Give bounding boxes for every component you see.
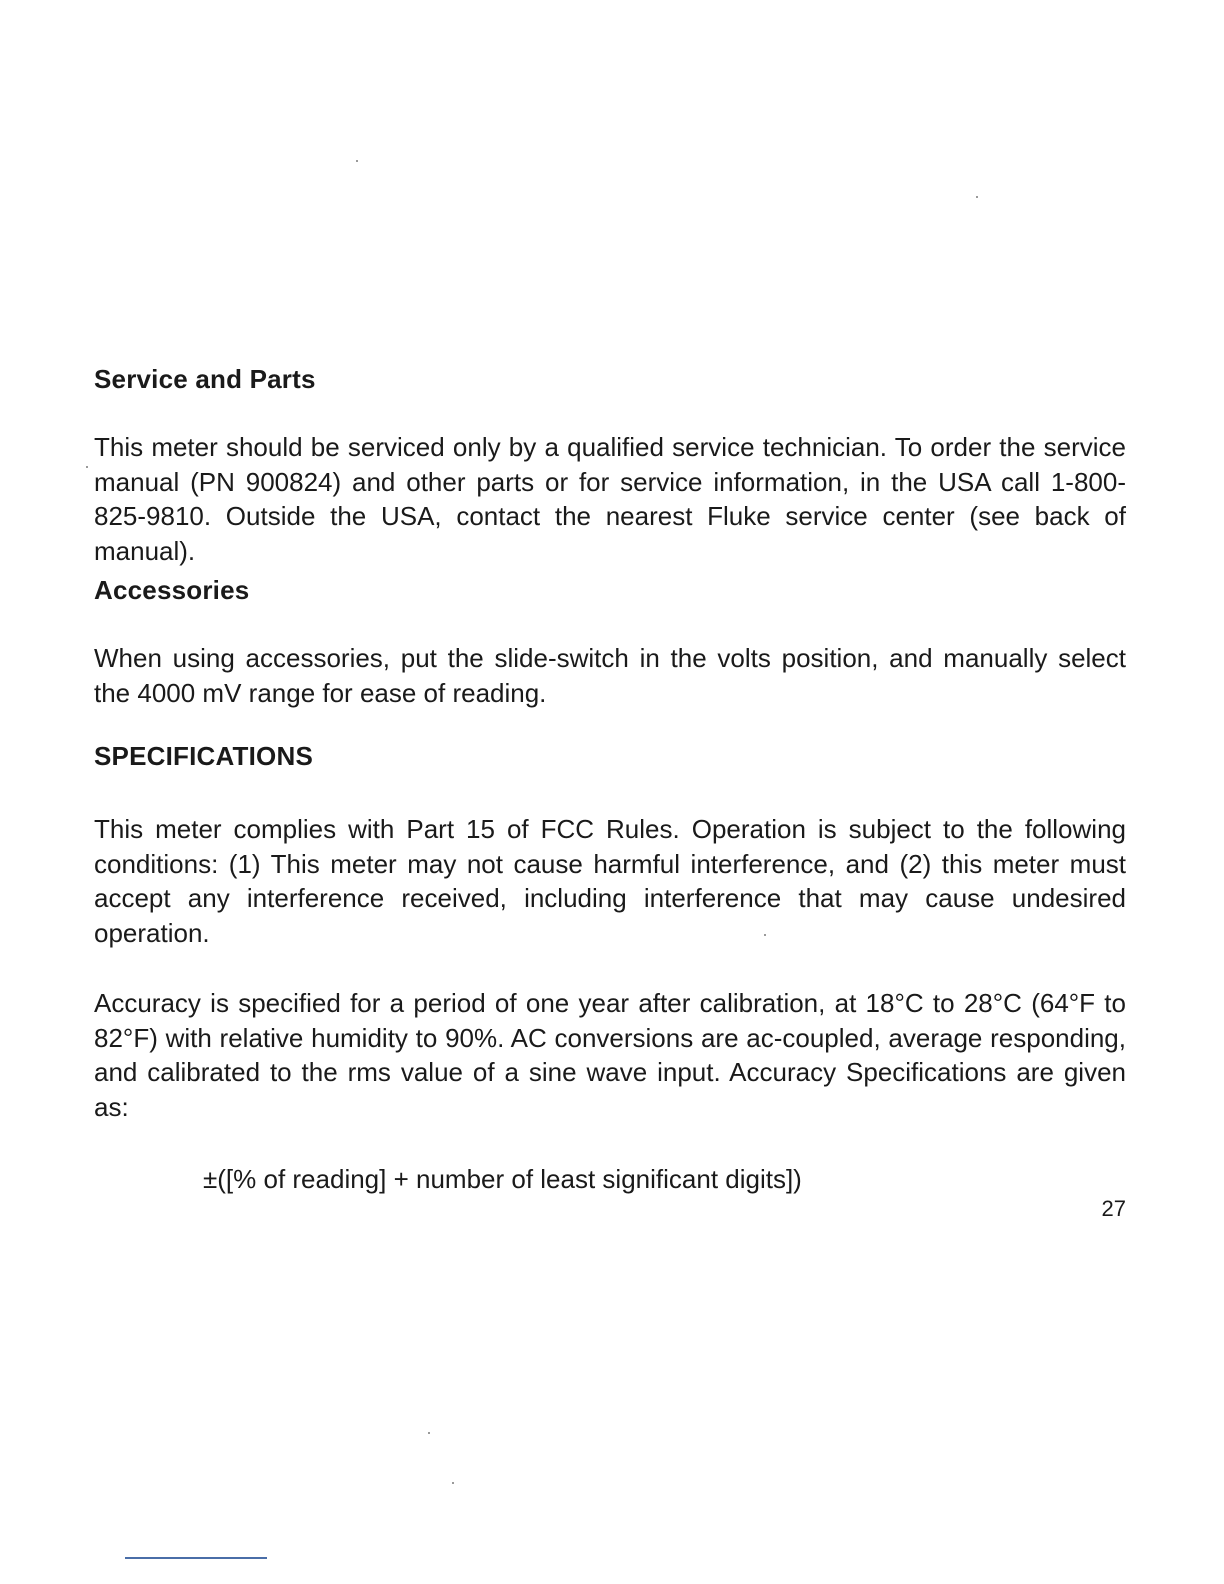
scan-speck	[452, 1482, 454, 1484]
accuracy-formula: ±([% of reading] + number of least significant digits])	[203, 1164, 802, 1194]
service-and-parts-paragraph: This meter should be serviced only by a qualified service technician. To order the service manual (PN 900824) and other parts or for service information, in the USA call 1-800-825-9810. Outside the USA, contact the nearest Fluke service center (see back of manual).	[94, 432, 1126, 566]
accuracy-paragraph: Accuracy is specified for a period of one year after calibration, at 18°C to 28°C (64°F to 82°F) with relative humidity to 90%. AC conversions are ac-coupled, average responding, and calibrated to the rms value of a sine wave input. Accuracy Specifications are given as:	[94, 988, 1126, 1122]
accessories-heading: Accessories	[94, 575, 250, 605]
scan-speck	[86, 466, 88, 468]
page-number: 27	[1101, 1196, 1126, 1221]
accessories-paragraph: When using accessories, put the slide-switch in the volts position, and manually select the 4000 mV range for ease of reading.	[94, 643, 1126, 708]
bottom-edge-mark	[125, 1557, 267, 1559]
fcc-compliance-paragraph: This meter complies with Part 15 of FCC Rules. Operation is subject to the following conditions: (1) This meter may not cause harmful interference, and (2) this meter must accept any interference received, including interference that may cause undesired operation.	[94, 814, 1126, 948]
service-and-parts-heading: Service and Parts	[94, 364, 316, 394]
specifications-heading: SPECIFICATIONS	[94, 741, 314, 771]
scan-speck	[428, 1432, 430, 1434]
scan-speck	[764, 934, 766, 936]
scan-speck	[976, 196, 978, 198]
scan-speck	[356, 160, 358, 162]
